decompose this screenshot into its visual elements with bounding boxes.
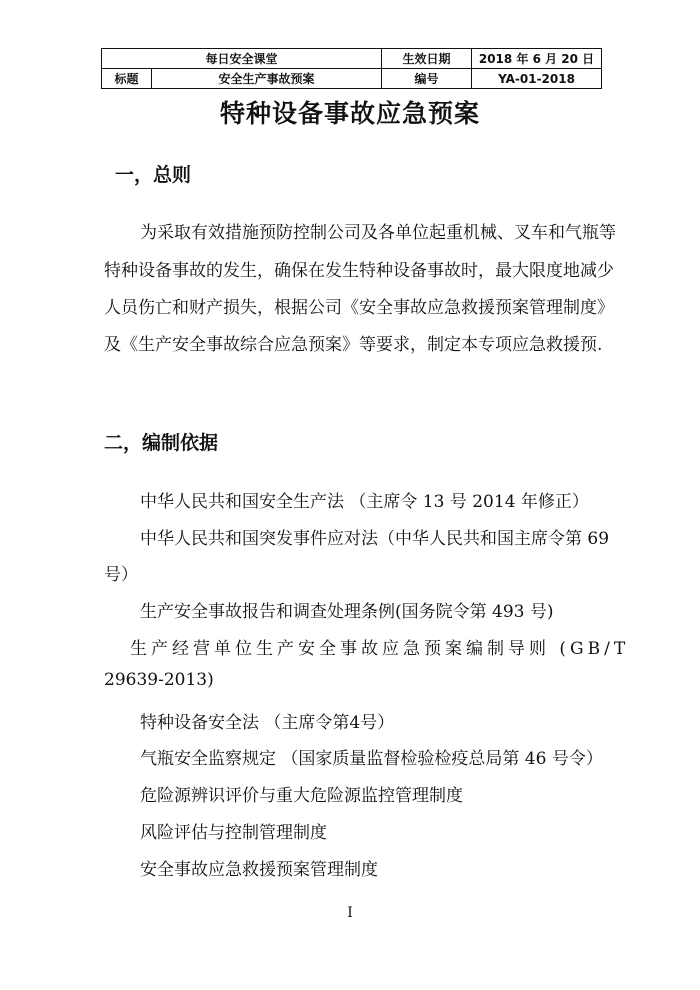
basis-item-2: 中华人民共和国突发事件应对法（中华人民共和国主席令第 69 <box>140 529 610 549</box>
basis-item-5: 特种设备安全法 （主席令第4号） <box>140 713 395 733</box>
section-1-line-1: 为采取有效措施预防控制公司及各单位起重机械、叉车和气瓶等 <box>140 223 616 243</box>
basis-item-4: 生产经营单位生产安全事故应急预案编制导则 (GB/T <box>130 639 630 659</box>
section-1-line-4: 及《生产安全事故综合应急预案》等要求，制定本专项应急救援预. <box>104 335 603 355</box>
document-title: 特种设备事故应急预案 <box>219 99 480 128</box>
page-number: I <box>347 905 353 921</box>
header-effective-date-label: 生效日期 <box>382 49 472 69</box>
section-1-heading: 一，总则 <box>115 164 192 186</box>
basis-item-3: 生产安全事故报告和调查处理条例(国务院令第 493 号) <box>140 602 554 622</box>
header-row-1 <box>102 49 602 69</box>
header-course-name: 每日安全课堂 <box>102 49 382 69</box>
basis-item-2-continued: 号） <box>104 565 138 585</box>
header-effective-date-value: 2018 年 6 月 20 日 <box>472 49 602 69</box>
basis-item-8: 风险评估与控制管理制度 <box>140 823 327 843</box>
section-1-line-2: 特种设备事故的发生，确保在发生特种设备事故时，最大限度地减少 <box>104 261 614 281</box>
section-2-heading: 二，编制依据 <box>104 432 219 454</box>
header-title-value: 安全生产事故预案 <box>152 69 382 89</box>
header-table <box>101 48 602 89</box>
section-1-line-3: 人员伤亡和财产损失，根据公司《安全事故应急救援预案管理制度》 <box>104 298 614 318</box>
header-number-value: YA-01-2018 <box>472 69 602 89</box>
basis-item-1: 中华人民共和国安全生产法 （主席令 13 号 2014 年修正） <box>140 492 589 512</box>
basis-item-6: 气瓶安全监察规定 （国家质量监督检验检疫总局第 46 号令） <box>140 749 603 769</box>
header-row-2 <box>102 69 602 89</box>
basis-item-7: 危险源辨识评价与重大危险源监控管理制度 <box>140 786 463 806</box>
basis-item-4-continued: 29639-2013) <box>104 670 214 690</box>
header-title-label: 标题 <box>102 69 152 89</box>
basis-item-9: 安全事故应急救援预案管理制度 <box>140 860 378 880</box>
header-number-label: 编号 <box>382 69 472 89</box>
